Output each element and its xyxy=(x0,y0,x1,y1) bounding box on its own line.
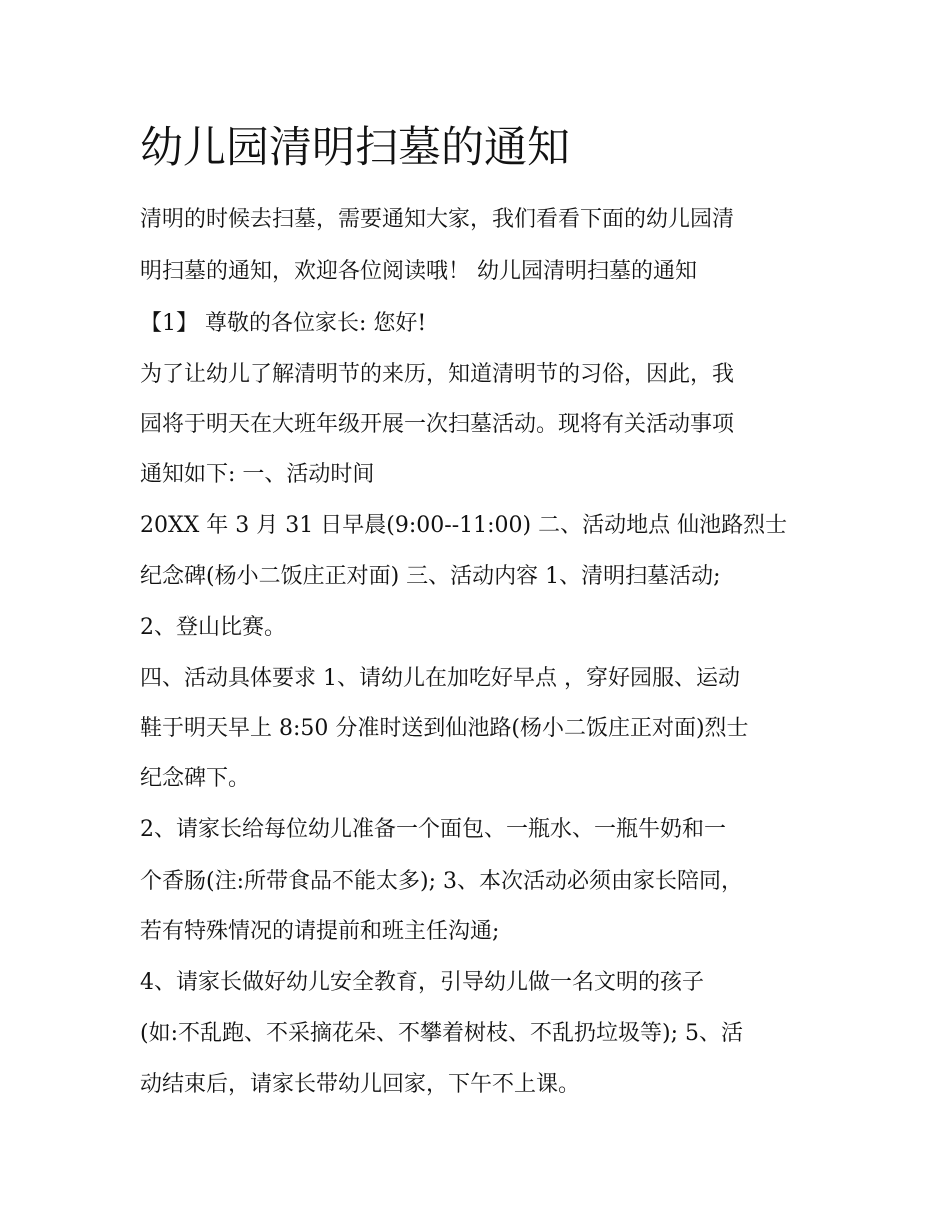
paragraph-line: 通知如下: 一、活动时间 xyxy=(140,462,375,487)
paragraph-line: 四、活动具体要求 1、请幼儿在加吃好早点 ，穿好园服、运动 xyxy=(140,666,740,691)
paragraph-line: 2、请家长给每位幼儿准备一个面包、一瓶水、一瓶牛奶和一 xyxy=(140,817,726,842)
paragraph-line: 个香肠(注:所带食品不能太多); 3、本次活动必须由家长陪同， xyxy=(140,869,743,894)
document-title: 幼儿园清明扫墓的通知 xyxy=(140,123,570,173)
paragraph-line: 鞋于明天早上 8:50 分准时送到仙池路(杨小二饭庄正对面)烈士 xyxy=(140,716,749,741)
paragraph-line: 20XX 年 3 月 31 日早晨(9:00--11:00) 二、活动地点 仙池路烈士 xyxy=(140,513,788,538)
paragraph-line: 纪念碑(杨小二饭庄正对面) 三、活动内容 1、清明扫墓活动; xyxy=(140,564,721,589)
paragraph-line: 【1】 尊敬的各位家长: 您好! xyxy=(140,311,427,336)
paragraph-line: 为了让幼儿了解清明节的来历，知道清明节的习俗，因此，我 xyxy=(140,362,735,387)
paragraph-line: 4、请家长做好幼儿安全教育，引导幼儿做一名文明的孩子 xyxy=(140,970,704,995)
paragraph-line: (如:不乱跑、不采摘花朵、不攀着树枝、不乱扔垃圾等); 5、活 xyxy=(140,1021,743,1046)
paragraph-line: 动结束后，请家长带幼儿回家，下午不上课。 xyxy=(140,1072,581,1097)
paragraph-line: 2、登山比赛。 xyxy=(140,615,286,640)
paragraph-line: 清明的时候去扫墓，需要通知大家，我们看看下面的幼儿园清 xyxy=(140,207,735,232)
paragraph-line: 若有特殊情况的请提前和班主任沟通; xyxy=(140,919,500,944)
paragraph-line: 纪念碑下。 xyxy=(140,766,251,791)
paragraph-line: 园将于明天在大班年级开展一次扫墓活动。现将有关活动事项 xyxy=(140,412,735,437)
paragraph-line: 明扫墓的通知，欢迎各位阅读哦！ 幼儿园清明扫墓的通知 xyxy=(140,259,697,284)
